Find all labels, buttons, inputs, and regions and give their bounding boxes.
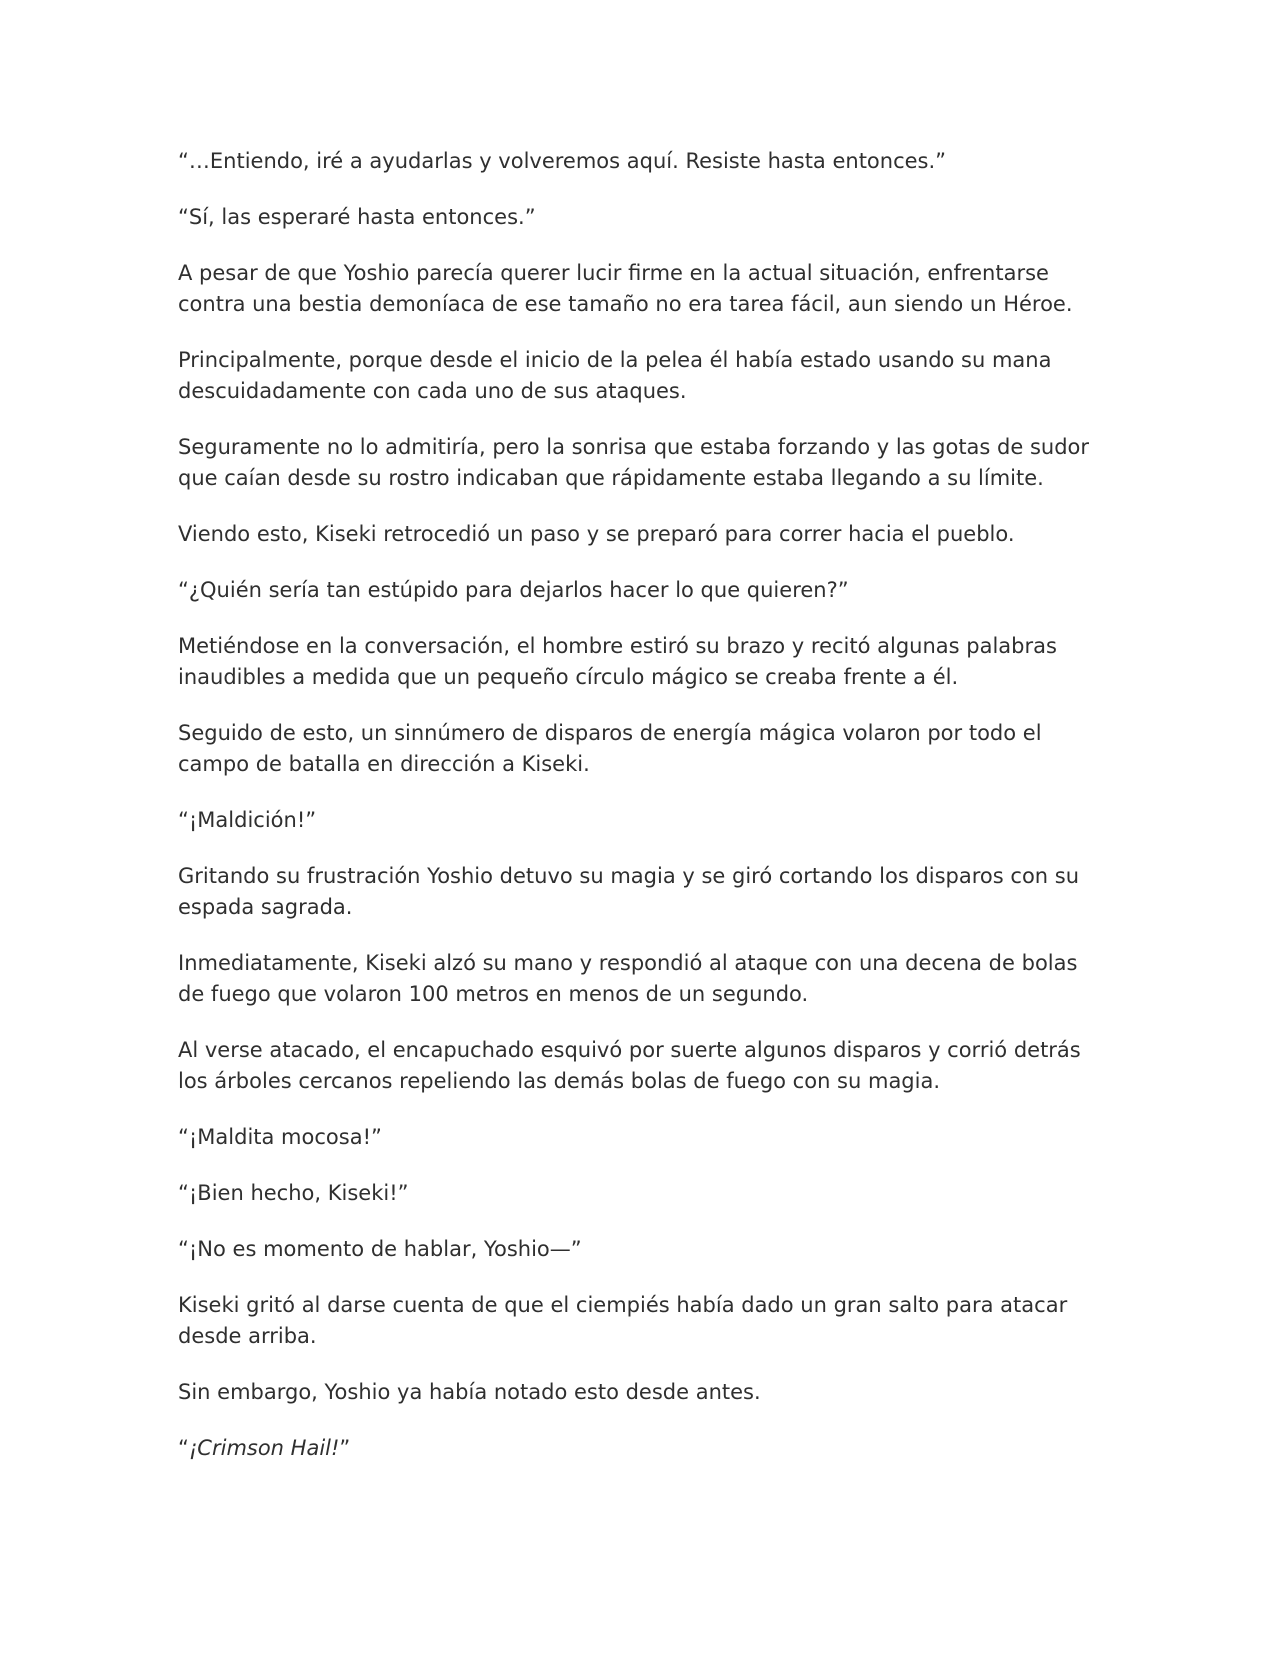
paragraph: “…Entiendo, iré a ayudarlas y volveremos aquí. Resiste hasta entonces.” xyxy=(178,149,947,173)
paragraph: Inmediatamente, Kiseki alzó su mano y respondió al ataque con una decena de bolas de fuego que volaron 100 metros en menos de un segundo. xyxy=(178,951,1078,1006)
paragraph: “¿Quién sería tan estúpido para dejarlos hacer lo que quieren?” xyxy=(178,578,849,602)
paragraph: Sin embargo, Yoshio ya había notado esto desde antes. xyxy=(178,1380,761,1404)
paragraph: “¡Maldita mocosa!” xyxy=(178,1125,382,1149)
open-quote: “ xyxy=(178,1436,189,1460)
paragraph: “¡Bien hecho, Kiseki!” xyxy=(178,1181,409,1205)
paragraph: Gritando su frustración Yoshio detuvo su magia y se giró cortando los disparos con su espada sagrada. xyxy=(178,864,1080,919)
paragraph: “Sí, las esperaré hasta entonces.” xyxy=(178,205,536,229)
document-body xyxy=(178,146,1108,1489)
paragraph: Al verse atacado, el encapuchado esquivó por suerte algunos disparos y corrió detrás los árboles cercanos repeliendo las demás bolas de fuego con su magia. xyxy=(178,1038,1081,1093)
paragraph: Metiéndose en la conversación, el hombre estiró su brazo y recitó algunas palabras inaudibles a medida que un pequeño círculo mágico se creaba frente a él. xyxy=(178,634,1057,689)
paragraph: Seguramente no lo admitiría, pero la sonrisa que estaba forzando y las gotas de sudor que caían desde su rostro indicaban que rápidamente estaba llegando a su límite. xyxy=(178,435,1090,490)
paragraph: Principalmente, porque desde el inicio de la pelea él había estado usando su mana descuidadamente con cada uno de sus ataques. xyxy=(178,348,1052,403)
paragraph: Kiseki gritó al darse cuenta de que el ciempiés había dado un gran salto para atacar desde arriba. xyxy=(178,1293,1068,1348)
close-quote: ” xyxy=(339,1436,351,1460)
paragraph: “¡Maldición!” xyxy=(178,808,317,832)
paragraph: A pesar de que Yoshio parecía querer lucir firme en la actual situación, enfrentarse contra una bestia demoníaca de ese tamaño no era tarea fácil, aun siendo un Héroe. xyxy=(178,261,1073,316)
paragraph: Viendo esto, Kiseki retrocedió un paso y se preparó para correr hacia el pueblo. xyxy=(178,522,1015,546)
paragraph: “¡No es momento de hablar, Yoshio—” xyxy=(178,1237,582,1261)
spell-name: ¡Crimson Hail! xyxy=(188,1436,340,1460)
paragraph: Seguido de esto, un sinnúmero de disparos de energía mágica volaron por todo el campo de batalla en dirección a Kiseki. xyxy=(178,721,1042,776)
final-spell-line xyxy=(178,1433,1108,1464)
